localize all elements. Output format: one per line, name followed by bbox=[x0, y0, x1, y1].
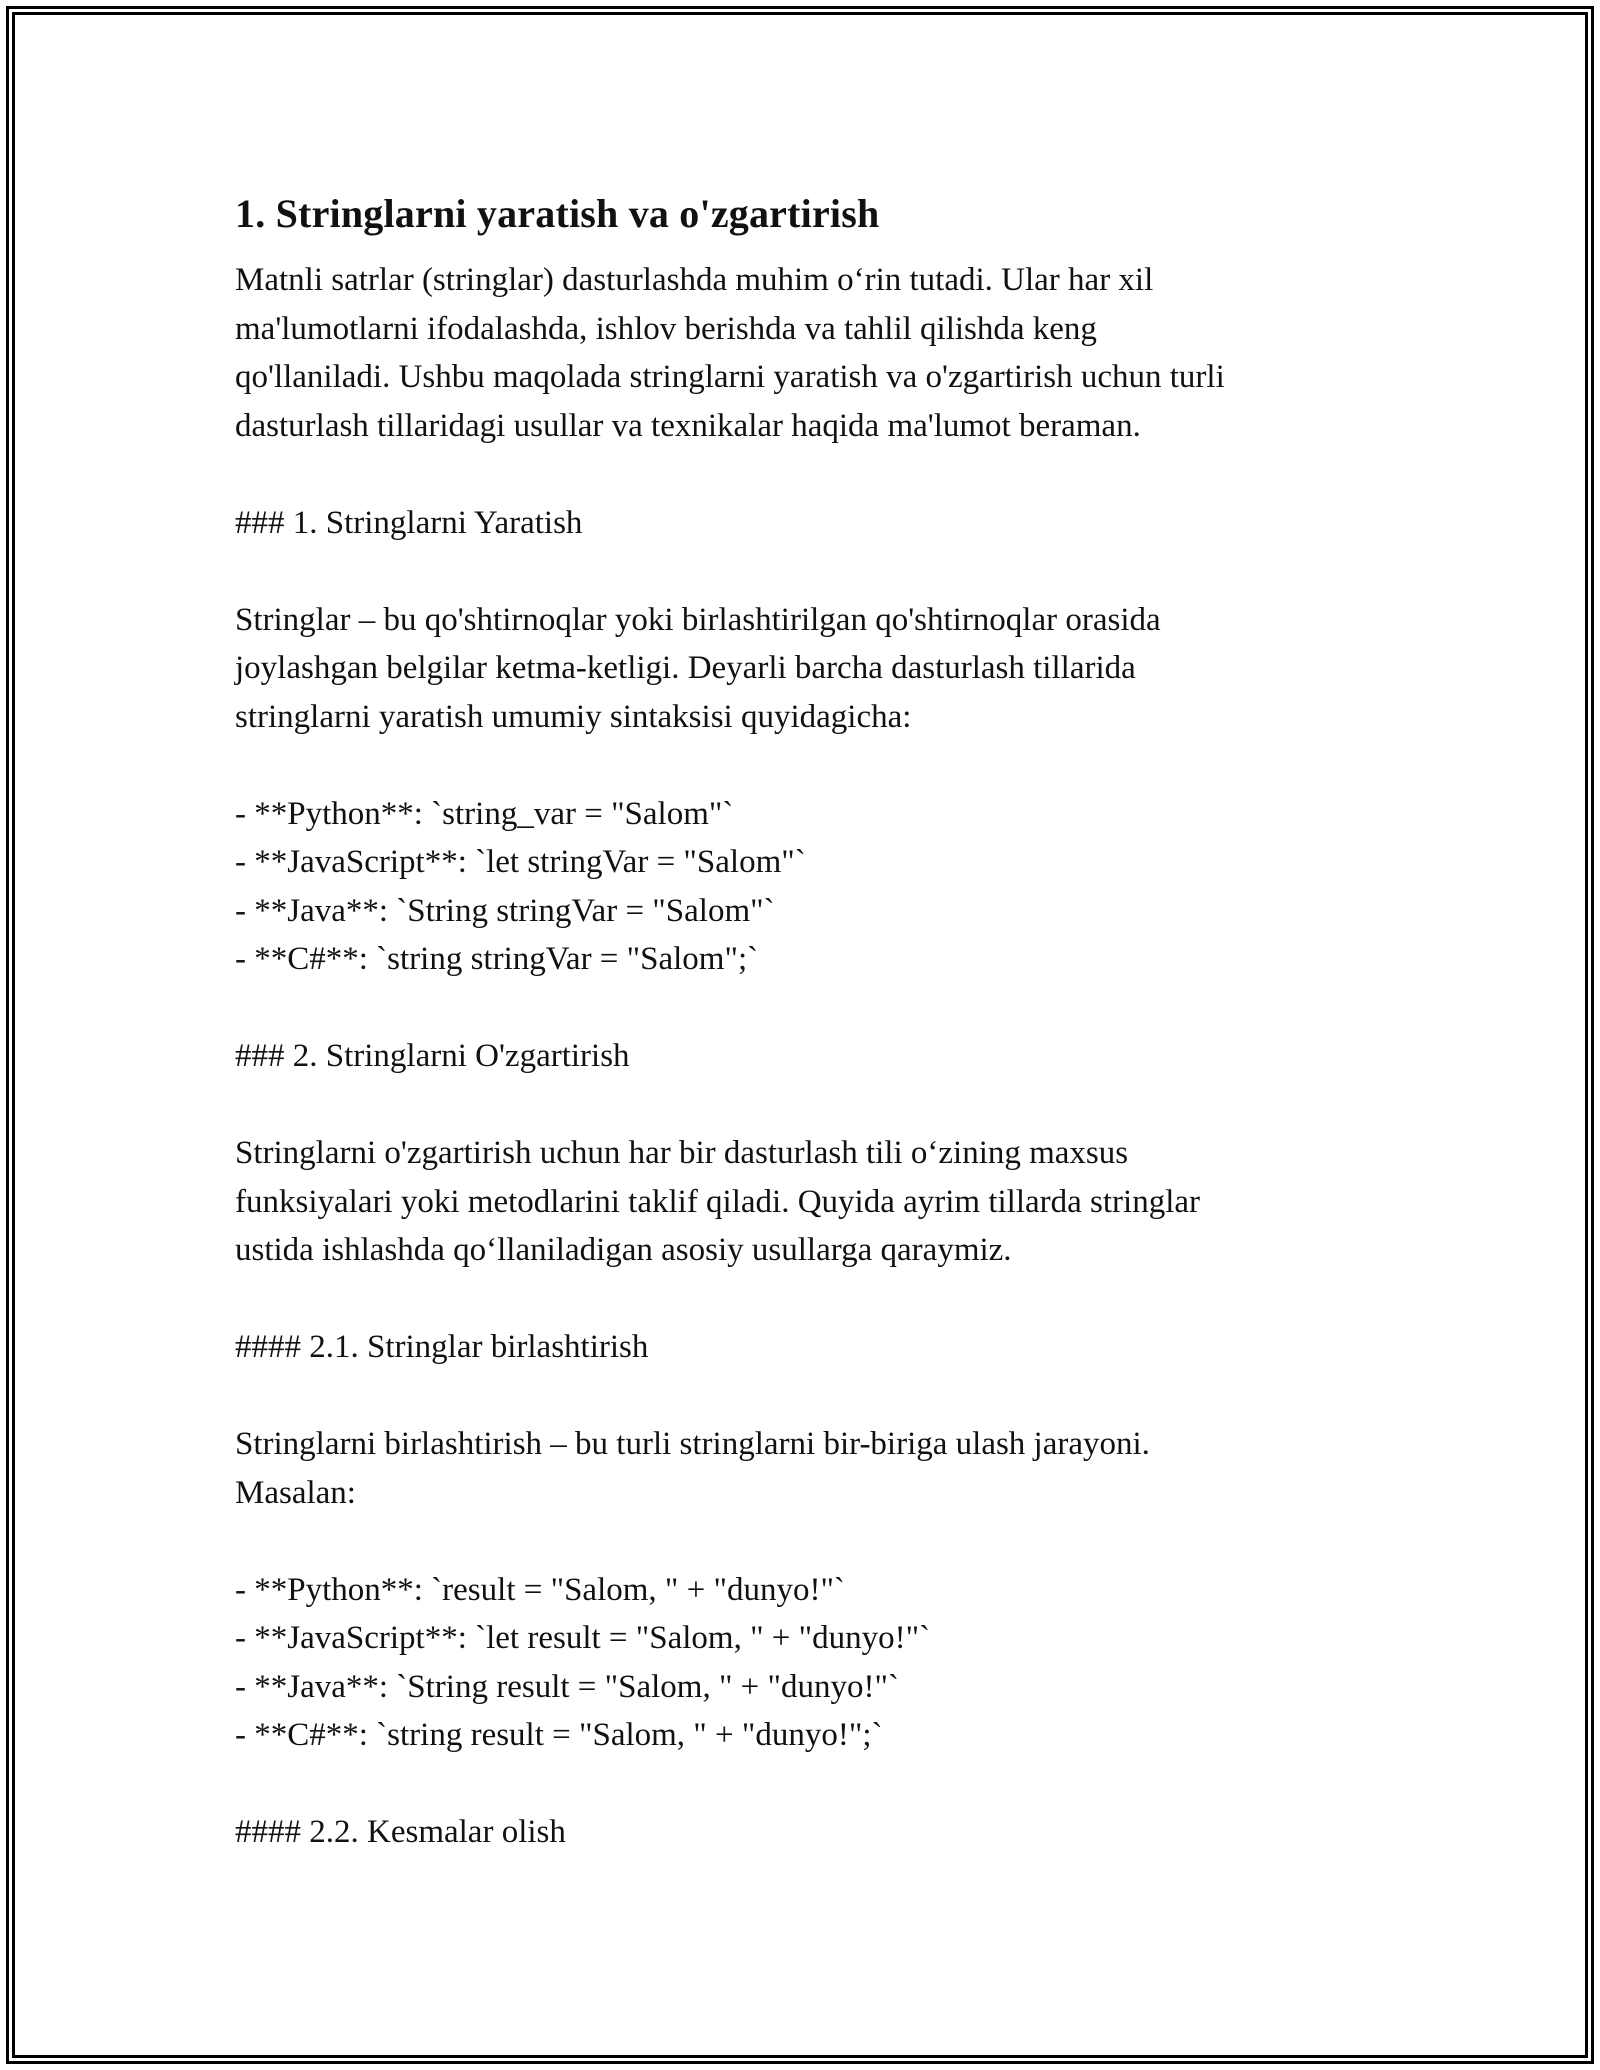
spacer bbox=[235, 1275, 1365, 1324]
section21-code-list bbox=[235, 1566, 1365, 1760]
spacer bbox=[235, 984, 1365, 1033]
paragraph-line: Stringlarni o'zgartirish uchun har bir dasturlash tili o‘zining maxsus bbox=[235, 1135, 1129, 1171]
list-item: - **Java**: `String stringVar = "Salom"` bbox=[235, 892, 775, 929]
list-item: - **C#**: `string stringVar = "Salom";` bbox=[235, 941, 759, 977]
paragraph-line: Stringlar – bu qo'shtirnoqlar yoki birlashtirilgan qo'shtirnoqlar orasida bbox=[235, 601, 1161, 638]
intro-paragraph bbox=[235, 256, 1365, 450]
paragraph-line: qo'llaniladi. Ushbu maqolada stringlarni yaratish va o'zgartirish uchun turli bbox=[235, 359, 1225, 395]
spacer bbox=[235, 1760, 1365, 1809]
subsection-heading: #### 2.1. Stringlar birlashtirish bbox=[235, 1329, 649, 1365]
paragraph-line: Stringlarni birlashtirish – bu turli stringlarni bir-biriga ulash jarayoni. bbox=[235, 1426, 1150, 1462]
subsection-heading: #### 2.2. Kesmalar olish bbox=[235, 1814, 566, 1850]
spacer bbox=[235, 450, 1365, 499]
paragraph-line: ustida ishlashda qo‘llaniladigan asosiy usullarga qaraymiz. bbox=[235, 1232, 1012, 1268]
spacer bbox=[235, 1081, 1365, 1130]
paragraph-line: dasturlash tillaridagi usullar va texnikalar haqida ma'lumot beraman. bbox=[235, 407, 1141, 444]
section21-paragraph bbox=[235, 1420, 1365, 1517]
spacer bbox=[235, 547, 1365, 596]
paragraph-line: funksiyalari yoki metodlarini taklif qiladi. Quyida ayrim tillarda stringlar bbox=[235, 1183, 1201, 1220]
section1-paragraph bbox=[235, 596, 1365, 742]
paragraph-line: Masalan: bbox=[235, 1474, 356, 1511]
list-item: - **JavaScript**: `let result = "Salom, " + "dunyo!"` bbox=[235, 1620, 931, 1656]
document-body bbox=[235, 187, 1365, 1857]
section1-code-list bbox=[235, 790, 1365, 984]
spacer bbox=[235, 741, 1365, 790]
list-item: - **Java**: `String result = "Salom, " + "dunyo!"` bbox=[235, 1668, 899, 1705]
spacer bbox=[235, 1372, 1365, 1421]
section-heading: ### 1. Stringlarni Yaratish bbox=[235, 504, 583, 541]
spacer bbox=[235, 241, 1365, 256]
paragraph-line: Matnli satrlar (stringlar) dasturlashda muhim o‘rin tutadi. Ular har xil bbox=[235, 262, 1154, 298]
paragraph-line: ma'lumotlarni ifodalashda, ishlov berishda va tahlil qilishda keng bbox=[235, 310, 1097, 347]
document-title: 1. Stringlarni yaratish va o'zgartirish bbox=[235, 191, 880, 236]
list-item: - **C#**: `string result = "Salom, " + "dunyo!";` bbox=[235, 1717, 883, 1753]
section-heading: ### 2. Stringlarni O'zgartirish bbox=[235, 1038, 630, 1074]
list-item: - **Python**: `result = "Salom, " + "dunyo!"` bbox=[235, 1571, 845, 1608]
list-item: - **JavaScript**: `let stringVar = "Salom"` bbox=[235, 844, 806, 880]
list-item: - **Python**: `string_var = "Salom"` bbox=[235, 795, 734, 832]
section2-paragraph bbox=[235, 1129, 1365, 1275]
spacer bbox=[235, 1517, 1365, 1566]
paragraph-line: joylashgan belgilar ketma-ketligi. Deyarli barcha dasturlash tillarida bbox=[235, 650, 1136, 686]
paragraph-line: stringlarni yaratish umumiy sintaksisi quyidagicha: bbox=[235, 698, 912, 735]
